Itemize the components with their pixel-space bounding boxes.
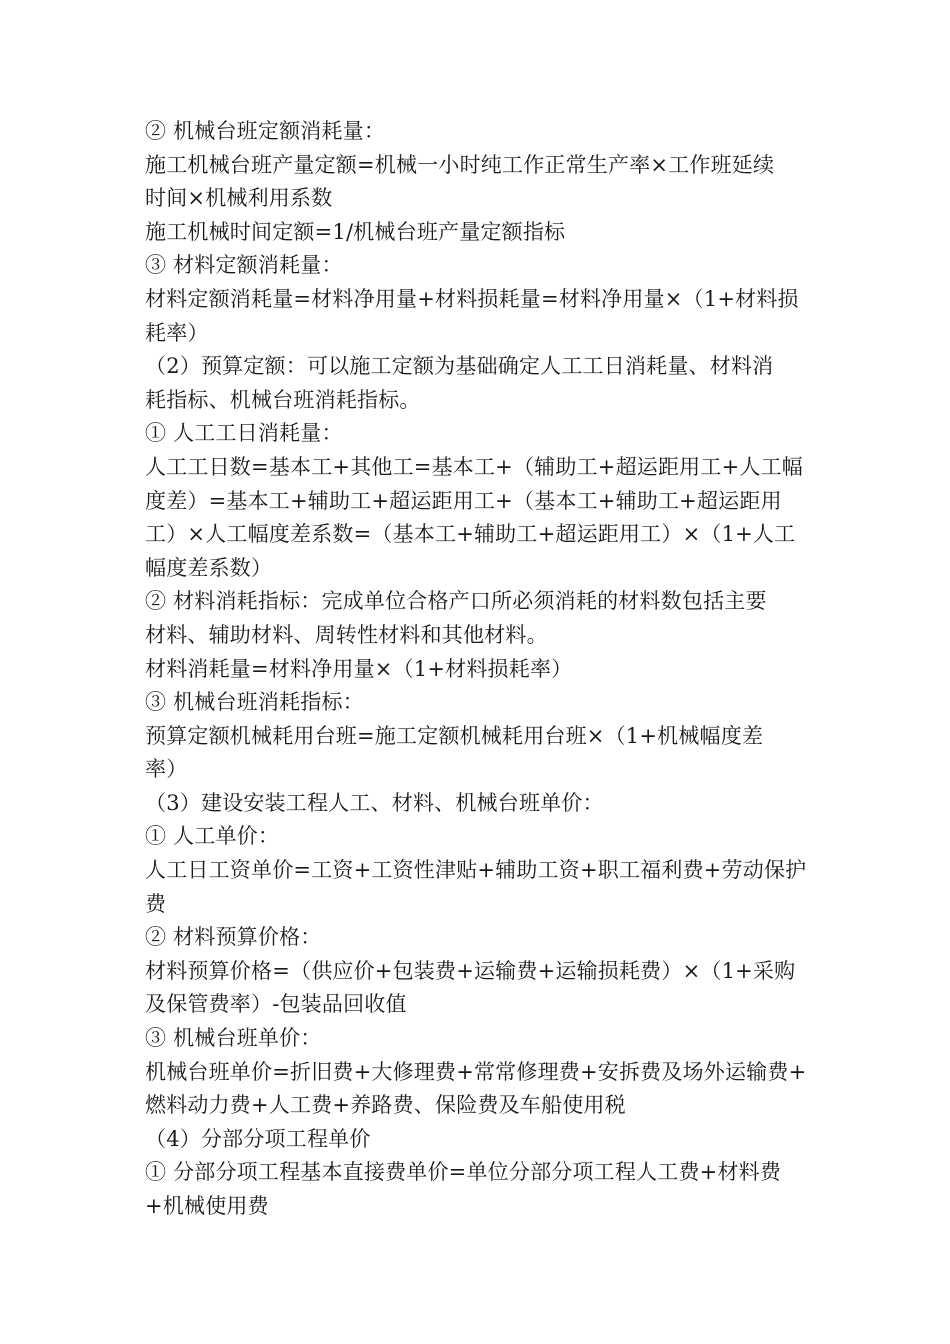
text-line: 材料预算价格=（供应价+包装费+运输费+运输损耗费）×（1+采购 (145, 958, 796, 983)
text-line: 施工机械台班产量定额=机械一小时纯工作正常生产率×工作班延续 (145, 152, 775, 177)
document-body (145, 115, 810, 1224)
text-line: 耗指标、机械台班消耗指标。 (145, 387, 421, 412)
text-line: 施工机械时间定额=1/机械台班产量定额指标 (145, 219, 566, 244)
text-line: 材料、辅助材料、周转性材料和其他材料。 (145, 622, 548, 647)
text-line: 费 (145, 891, 167, 916)
text-line: ② 机械台班定额消耗量： (145, 119, 386, 143)
text-line: 度差）=基本工+辅助工+超运距用工+（基本工+辅助工+超运距用 (145, 488, 782, 513)
text-line: 人工日工资单价=工资+工资性津贴+辅助工资+职工福利费+劳动保护 (145, 858, 807, 883)
text-line: ② 材料消耗指标：完成单位合格产口所必须消耗的材料数包括主要 (145, 589, 767, 614)
text-line: ① 人工单价： (145, 824, 280, 849)
text-line: 材料消耗量=材料净用量×（1+材料损耗率） (145, 656, 573, 681)
text-line: ① 分部分项工程基本直接费单价=单位分部分项工程人工费+材料费 (145, 1160, 782, 1185)
text-line: ① 人工工日消耗量： (145, 421, 343, 446)
text-line: 及保管费率）-包装品回收值 (145, 992, 407, 1017)
text-line: （2）预算定额：可以施工定额为基础确定人工工日消耗量、材料消 (145, 354, 774, 379)
text-line: 工）×人工幅度差系数=（基本工+辅助工+超运距用工）×（1+人工 (145, 522, 796, 547)
text-line: 耗率） (145, 320, 209, 345)
text-line: （3）建设安装工程人工、材料、机械台班单价： (145, 790, 604, 815)
text-line: ③ 机械台班消耗指标： (145, 690, 364, 715)
text-line: 人工工日数=基本工+其他工=基本工+（辅助工+超运距用工+人工幅 (145, 454, 803, 479)
text-line: 燃料动力费+人工费+养路费、保险费及车船使用税 (145, 1093, 626, 1118)
text-line: +机械使用费 (145, 1194, 269, 1218)
text-line: 机械台班单价=折旧费+大修理费+常常修理费+安拆费及场外运输费+ (145, 1059, 807, 1084)
text-line: 时间×机械利用系数 (145, 186, 333, 211)
text-line: ③ 机械台班单价： (145, 1026, 322, 1051)
text-line: 预算定额机械耗用台班=施工定额机械耗用台班×（1+机械幅度差 (145, 723, 764, 748)
text-line: 材料定额消耗量=材料净用量+材料损耗量=材料净用量×（1+材料损 (145, 286, 799, 311)
text-line: ② 材料预算价格： (145, 925, 322, 950)
text-line: （4）分部分项工程单价 (145, 1126, 371, 1151)
text-line: ③ 材料定额消耗量： (145, 253, 343, 278)
text-line: 率） (145, 757, 188, 782)
text-line: 幅度差系数） (145, 555, 273, 580)
